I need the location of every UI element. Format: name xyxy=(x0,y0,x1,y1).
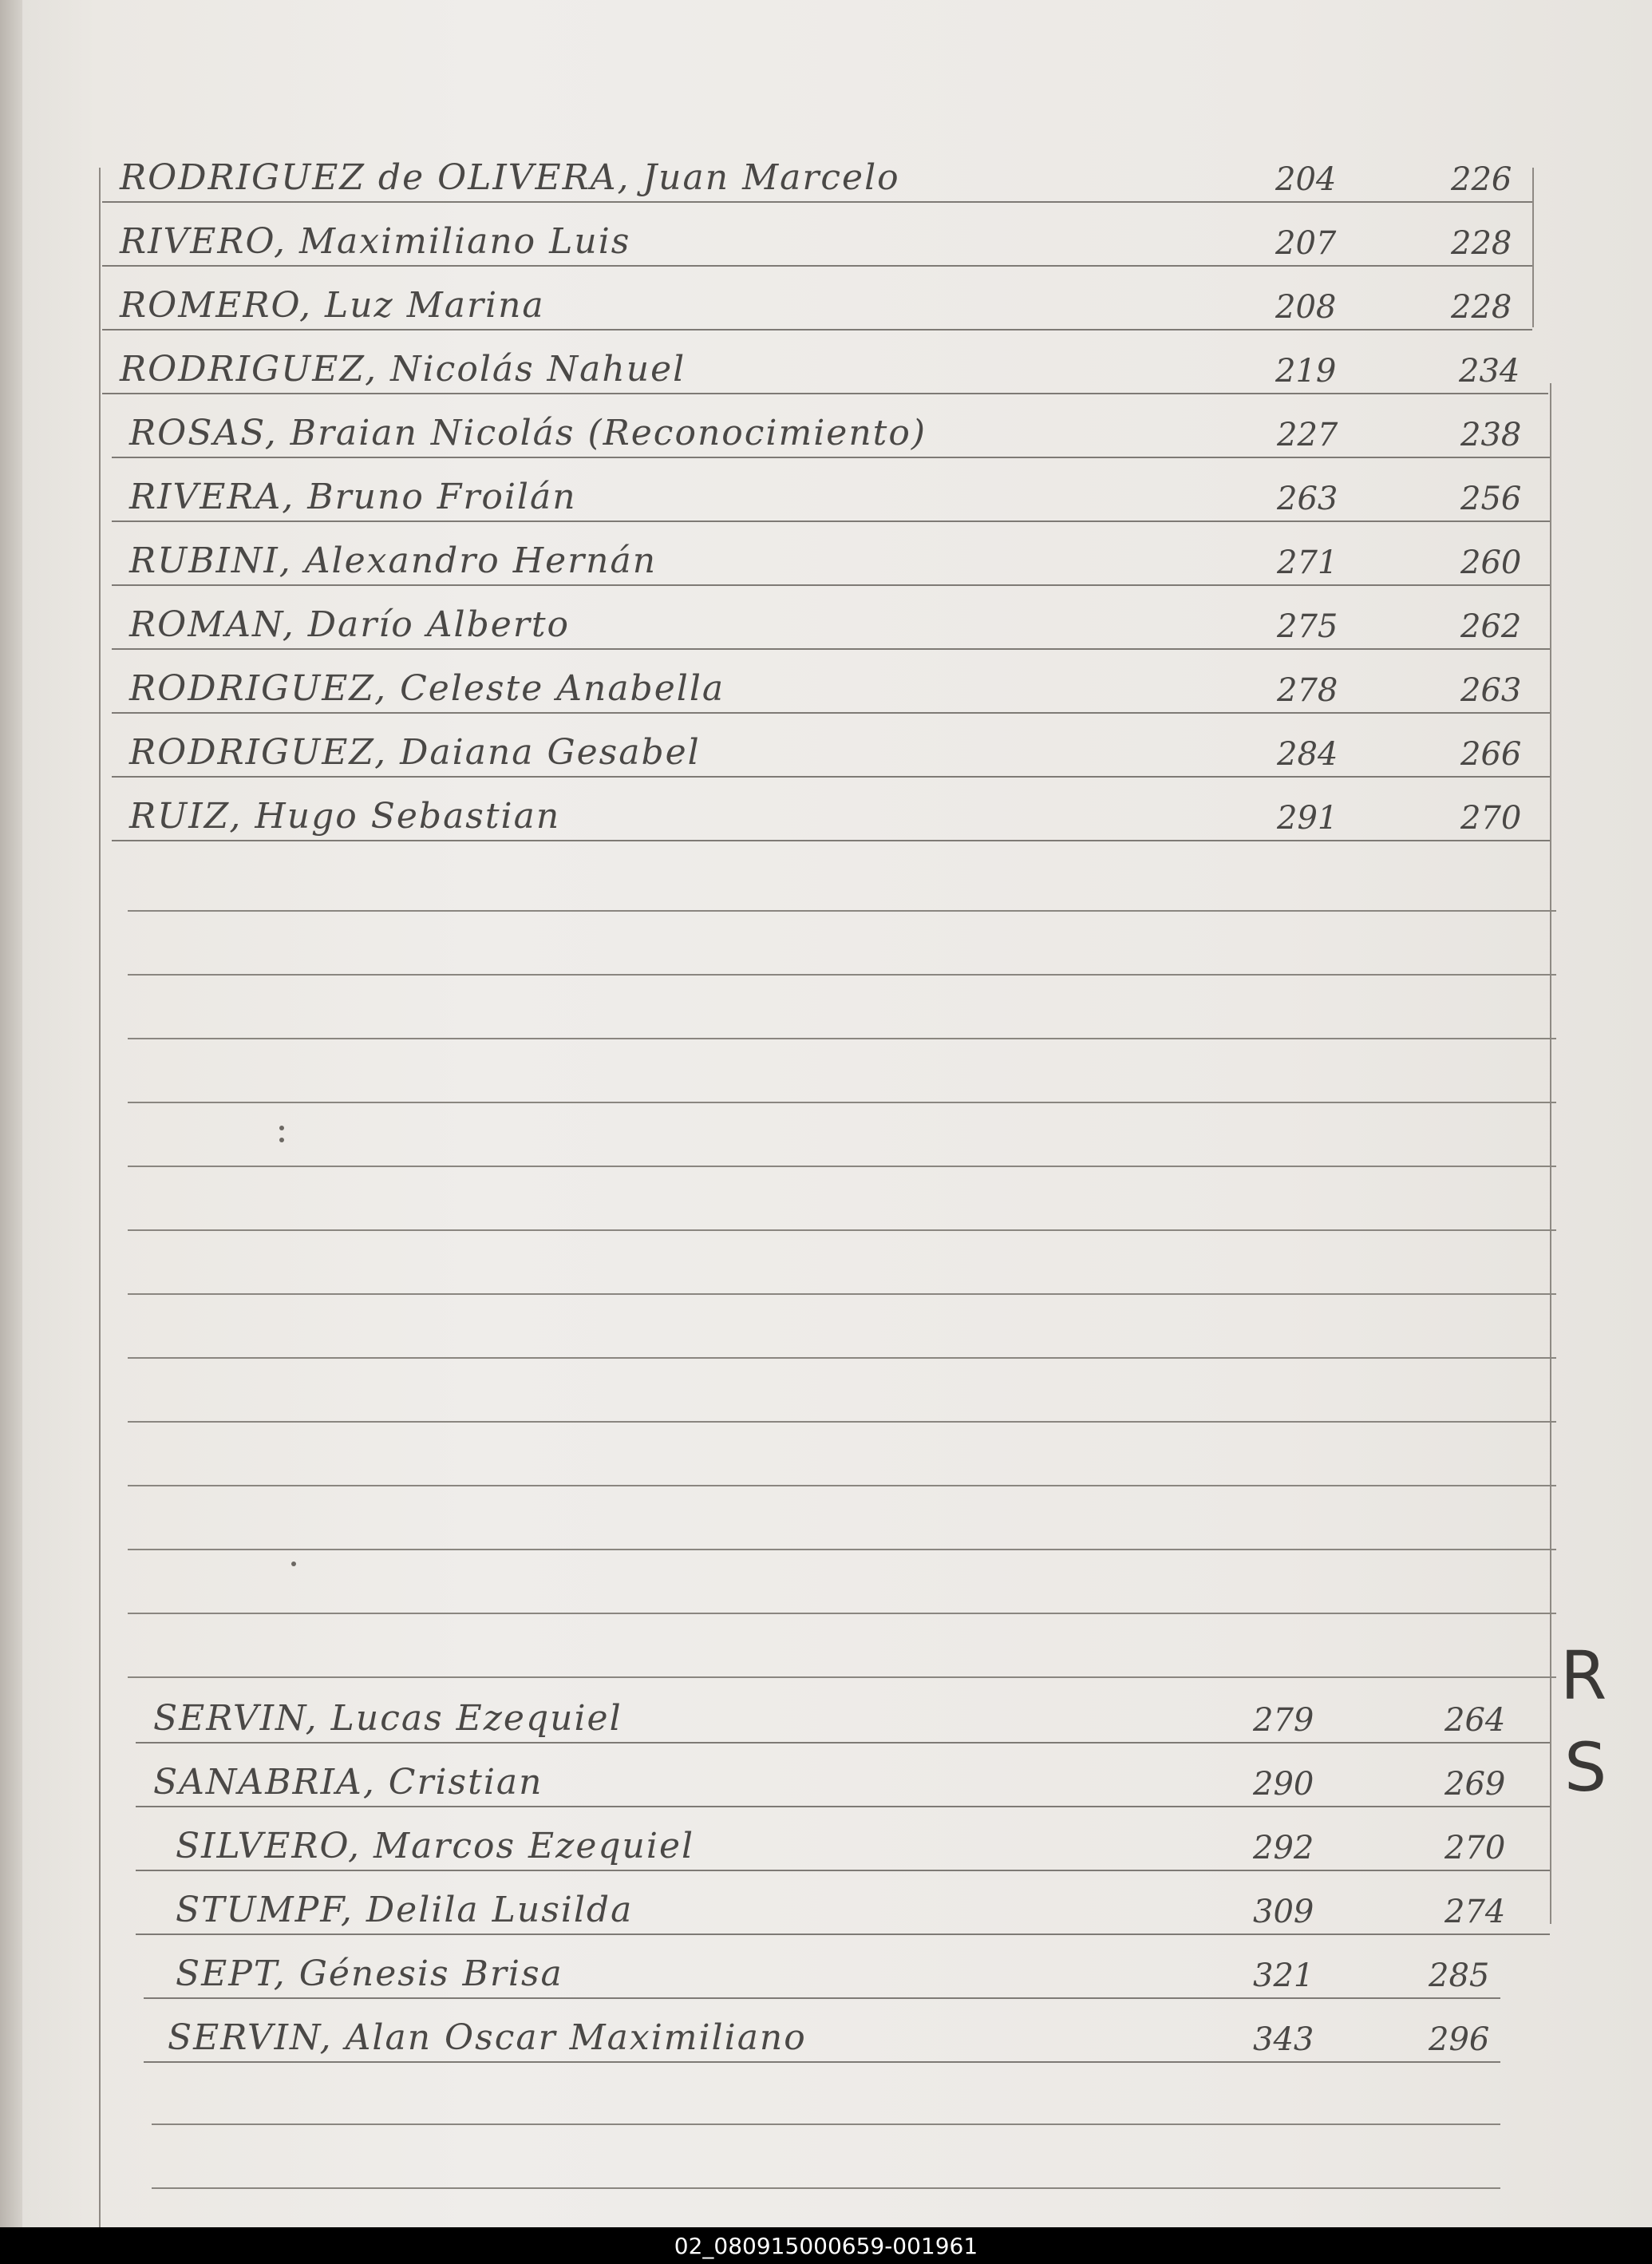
document-id-footer xyxy=(0,2227,1652,2264)
entry-name: RUBINI, Alexandro Hernán xyxy=(129,540,658,581)
entry-number-2: 296 xyxy=(1429,2021,1490,2058)
entry-number-1: 207 xyxy=(1275,225,1337,262)
list-item xyxy=(136,1748,1550,1807)
entry-name: SERVIN, Lucas Ezequiel xyxy=(153,1698,622,1739)
entry-number-2: 264 xyxy=(1445,1702,1506,1739)
list-item xyxy=(102,208,1532,267)
list-item xyxy=(144,2004,1500,2063)
entry-number-2: 270 xyxy=(1445,1830,1506,1866)
ruled-line xyxy=(128,1166,1556,1167)
document-id-label: 02_080915000659-001961 xyxy=(674,2232,978,2259)
list-item xyxy=(136,1812,1550,1871)
entry-number-1: 309 xyxy=(1253,1894,1314,1930)
ruled-line xyxy=(128,1229,1556,1231)
entry-number-2: 274 xyxy=(1445,1894,1506,1930)
entry-name: SANABRIA, Cristian xyxy=(153,1762,543,1803)
ledger-page xyxy=(88,120,1607,2227)
entry-name: RODRIGUEZ, Daiana Gesabel xyxy=(129,732,701,773)
ruled-line xyxy=(128,1485,1556,1486)
list-item xyxy=(112,655,1550,714)
entry-number-2: 228 xyxy=(1451,225,1512,262)
right-border-line-top xyxy=(1532,168,1534,327)
entry-name: ROMERO, Luz Marina xyxy=(120,285,545,326)
list-item xyxy=(102,271,1532,330)
entry-name: RODRIGUEZ de OLIVERA, Juan Marcelo xyxy=(120,157,900,198)
entry-number-1: 343 xyxy=(1253,2021,1314,2058)
entry-number-2: 266 xyxy=(1460,736,1522,773)
entry-number-2: 238 xyxy=(1460,417,1522,453)
entry-number-2: 260 xyxy=(1460,544,1522,581)
entry-number-1: 284 xyxy=(1277,736,1338,773)
entry-name: RIVERO, Maximiliano Luis xyxy=(120,221,631,262)
entry-number-1: 321 xyxy=(1253,1957,1314,1994)
section-letter-r: R xyxy=(1560,1637,1607,1715)
list-item xyxy=(112,718,1550,778)
entry-number-1: 279 xyxy=(1253,1702,1314,1739)
left-margin-line xyxy=(99,168,101,2227)
entry-number-1: 263 xyxy=(1277,481,1338,517)
entry-number-2: 262 xyxy=(1460,608,1522,645)
ruled-line xyxy=(128,974,1556,976)
list-item xyxy=(102,144,1532,203)
entry-name: SERVIN, Alan Oscar Maximiliano xyxy=(168,2017,807,2058)
entry-number-1: 204 xyxy=(1275,161,1337,198)
entry-number-2: 269 xyxy=(1445,1766,1506,1803)
list-item xyxy=(112,527,1550,586)
entry-name: SILVERO, Marcos Ezequiel xyxy=(176,1826,695,1866)
entry-name: RODRIGUEZ, Celeste Anabella xyxy=(129,668,725,709)
ruled-line xyxy=(128,1293,1556,1295)
entry-number-2: 228 xyxy=(1451,289,1512,326)
list-item xyxy=(136,1684,1550,1744)
entry-number-2: 256 xyxy=(1460,481,1522,517)
entry-number-2: 263 xyxy=(1460,672,1522,709)
entry-number-1: 219 xyxy=(1275,353,1337,390)
entry-number-1: 227 xyxy=(1277,417,1338,453)
list-item xyxy=(112,399,1550,458)
ink-dot xyxy=(279,1126,284,1130)
right-border-line xyxy=(1550,383,1551,1924)
ruled-line xyxy=(128,910,1556,912)
ruled-line xyxy=(152,2123,1500,2125)
entry-number-1: 291 xyxy=(1277,800,1338,837)
ink-dot xyxy=(291,1561,296,1566)
entry-number-1: 271 xyxy=(1277,544,1338,581)
ruled-line xyxy=(128,1357,1556,1359)
entry-name: STUMPF, Delila Lusilda xyxy=(176,1890,634,1930)
ruled-line xyxy=(128,1038,1556,1039)
ink-dot xyxy=(279,1138,284,1142)
ruled-line xyxy=(128,1421,1556,1423)
page-edge-shadow xyxy=(0,0,22,2227)
entry-number-2: 285 xyxy=(1429,1957,1490,1994)
entry-name: ROSAS, Braian Nicolás (Reconocimiento) xyxy=(129,413,927,453)
list-item xyxy=(112,782,1550,841)
ruled-line xyxy=(128,1549,1556,1550)
list-item xyxy=(144,1940,1500,1999)
entry-number-2: 226 xyxy=(1451,161,1512,198)
entry-number-1: 290 xyxy=(1253,1766,1314,1803)
list-item xyxy=(136,1876,1550,1935)
ruled-line xyxy=(152,2187,1500,2189)
entry-name: RIVERA, Bruno Froilán xyxy=(129,477,577,517)
list-item xyxy=(112,463,1550,522)
section-letter-s: S xyxy=(1564,1728,1607,1807)
list-item xyxy=(102,335,1548,394)
entry-name: RODRIGUEZ, Nicolás Nahuel xyxy=(120,349,686,390)
list-item xyxy=(112,591,1550,650)
ruled-line xyxy=(128,1676,1556,1678)
entry-name: SEPT, Génesis Brisa xyxy=(176,1953,563,1994)
ruled-line xyxy=(128,1102,1556,1103)
entry-number-1: 208 xyxy=(1275,289,1337,326)
entry-number-1: 292 xyxy=(1253,1830,1314,1866)
entry-number-1: 275 xyxy=(1277,608,1338,645)
entry-number-1: 278 xyxy=(1277,672,1338,709)
entry-name: ROMAN, Darío Alberto xyxy=(129,604,571,645)
entry-number-2: 270 xyxy=(1460,800,1522,837)
entry-name: RUIZ, Hugo Sebastian xyxy=(129,796,561,837)
ruled-line xyxy=(128,1613,1556,1614)
entry-number-2: 234 xyxy=(1459,353,1520,390)
